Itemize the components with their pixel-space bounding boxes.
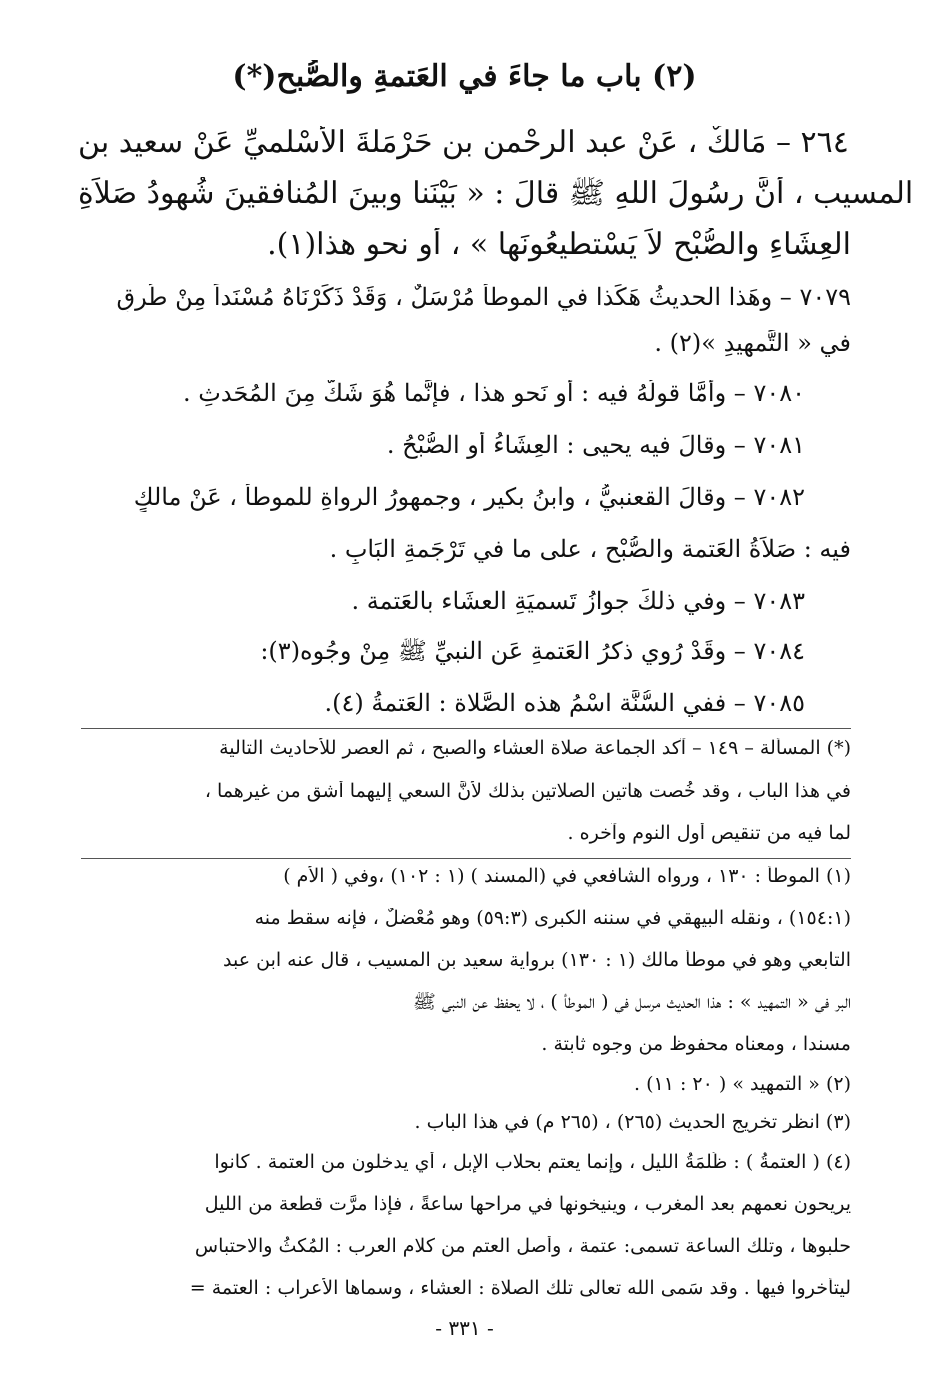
- paragraph-line: ٧٠٨٤ – وقَدْ رُوي ذكرُ العَتمةِ عَنِ النبيِّ ﷺ مِنْ وجُوه(٣):: [260, 638, 805, 665]
- footnote-line: (٣) انظر تخريج الحديث (٢٦٥) ، (٢٦٥ م) في هذا الباب .: [414, 1112, 851, 1133]
- paragraph-line: ٧٠٨٣ – وفي ذلكَ جوازُ تَسميَةِ العشَاء بالعَتمة .: [351, 588, 805, 615]
- separator-line: [81, 858, 851, 859]
- page-number: - ٣٣١ -: [435, 1317, 494, 1340]
- footnote-line: البر في « التمهيد » : هذا الحديث مرسل في ( الموطأ ) ، لا يحفظ عن النبي ﷺ: [412, 992, 851, 1013]
- footnote-line: (٤) ( العتمةُ ) : ظُلمَةُ الليل ، وإنما يعتم بحلاب الإبل ، أي يدخلون من العتمة . كانوا: [214, 1152, 851, 1173]
- footnote-line: (١) الموطأ : ١٣٠ ، ورواه الشافعي في (المسند ) (١ : ١٠٢) ،وفي ( الأم ): [283, 866, 851, 887]
- paragraph-line: ٧٠٧٩ – وهَذا الحديثُ هَكَذا في الموطأ مُرْسَلٌ ، وَقَدْ ذَكَرْنَاهُ مُسْنَداً مِنْ طُرقٍ: [116, 284, 851, 311]
- chapter-title: (٢) باب ما جاءَ في العَتمةِ والصُّبح(*): [232, 60, 697, 94]
- paragraph-line: فيه : صَلاَةُ العَتمة والصُّبْحِ ، على ما في تَرْجَمةِ البَابِ .: [329, 536, 851, 563]
- footnote-line: حلبوها ، وتلك الساعة تسمى: عتمة ، وأصل العتم من كلام العرب : المُكثُ والاحتباس: [194, 1236, 851, 1257]
- masala-line: (*) المسألة – ١٤٩ – آكد الجماعة صلاة العشاء والصبح ، ثم العصر للأحاديث التالية: [219, 738, 851, 759]
- paragraph-line: في « التَّمهيدِ »(٢) .: [654, 330, 851, 357]
- paragraph-line: ٧٠٨٠ – وأمَّا قولُهُ فيه : أو نَحو هذا ، فإنَّما هُوَ شَكٌّ مِنَ المُحَدثِ .: [183, 380, 805, 407]
- separator-line: [81, 728, 851, 729]
- footnote-line: مسندا ، ومعناه محفوظ من وجوه ثابتة .: [541, 1034, 851, 1055]
- paragraph-line: ٧٠٨٥ – ففي السُّنَّة اسْمُ هذه الصَّلاة : العَتمةُ (٤).: [324, 690, 805, 717]
- hadith-line: ٢٦٤ – مَالكٌ ، عَنْ عبد الرحْمن بن حَرْمَلةَ الأسْلميِّ عَنْ سعيد بن: [78, 126, 849, 160]
- footnote-line: ليتأخروا فيها . وقد سَمى الله تعالى تلك الصلاة : العشاء ، وسماها الأعراب : العتمة =: [189, 1278, 851, 1299]
- footnote-line: التابعي وهو في موطأ مالك (١ : ١٣٠) برواية سعيد بن المسيب ، قال عنه ابن عبد: [223, 950, 851, 971]
- hadith-line: العِشَاءِ والصُّبْحِ لاَ يَسْتطيعُونَها » ، أو نحو هذا(١).: [267, 228, 851, 262]
- paragraph-line: ٧٠٨٢ – وقالَ القعنبيُّ ، وابنُ بكير ، وجمهورُ الرواةِ للموطأ ، عَنْ مالكٍ: [133, 484, 805, 511]
- masala-line: في هذا الباب ، وقد خُصت هاتين الصلاتين بذلك لأنَّ السعي إليهما أشق من غيرهما ،: [204, 781, 851, 802]
- footnote-line: (٢) « التمهيد » ( ٢٠ : ١١) .: [634, 1074, 851, 1095]
- footnote-line: يريحون نعمهم بعد المغرب ، وينيخونها في مراحها ساعةً ، فإذا مرَّت قطعة من الليل: [204, 1194, 851, 1215]
- footnote-line: (١٥٤:١) ، ونقله البيهقي في سننه الكبرى (٥٩:٣) وهو مُعْضلٌ ، فإنه سقط منه: [254, 908, 851, 929]
- paragraph-line: ٧٠٨١ – وقالَ فيه يحيى : العِشَاءُ أو الصُّبْحُ .: [386, 432, 805, 459]
- masala-line: لما فيه من تنقيص أول النوم وآخره .: [567, 823, 851, 844]
- hadith-line: المسيب ، أنَّ رسُولَ اللهِ ﷺ قالَ : « بَيْنَنا وبينَ المُنافقينَ شُهودُ صَلاَةِ: [78, 177, 914, 211]
